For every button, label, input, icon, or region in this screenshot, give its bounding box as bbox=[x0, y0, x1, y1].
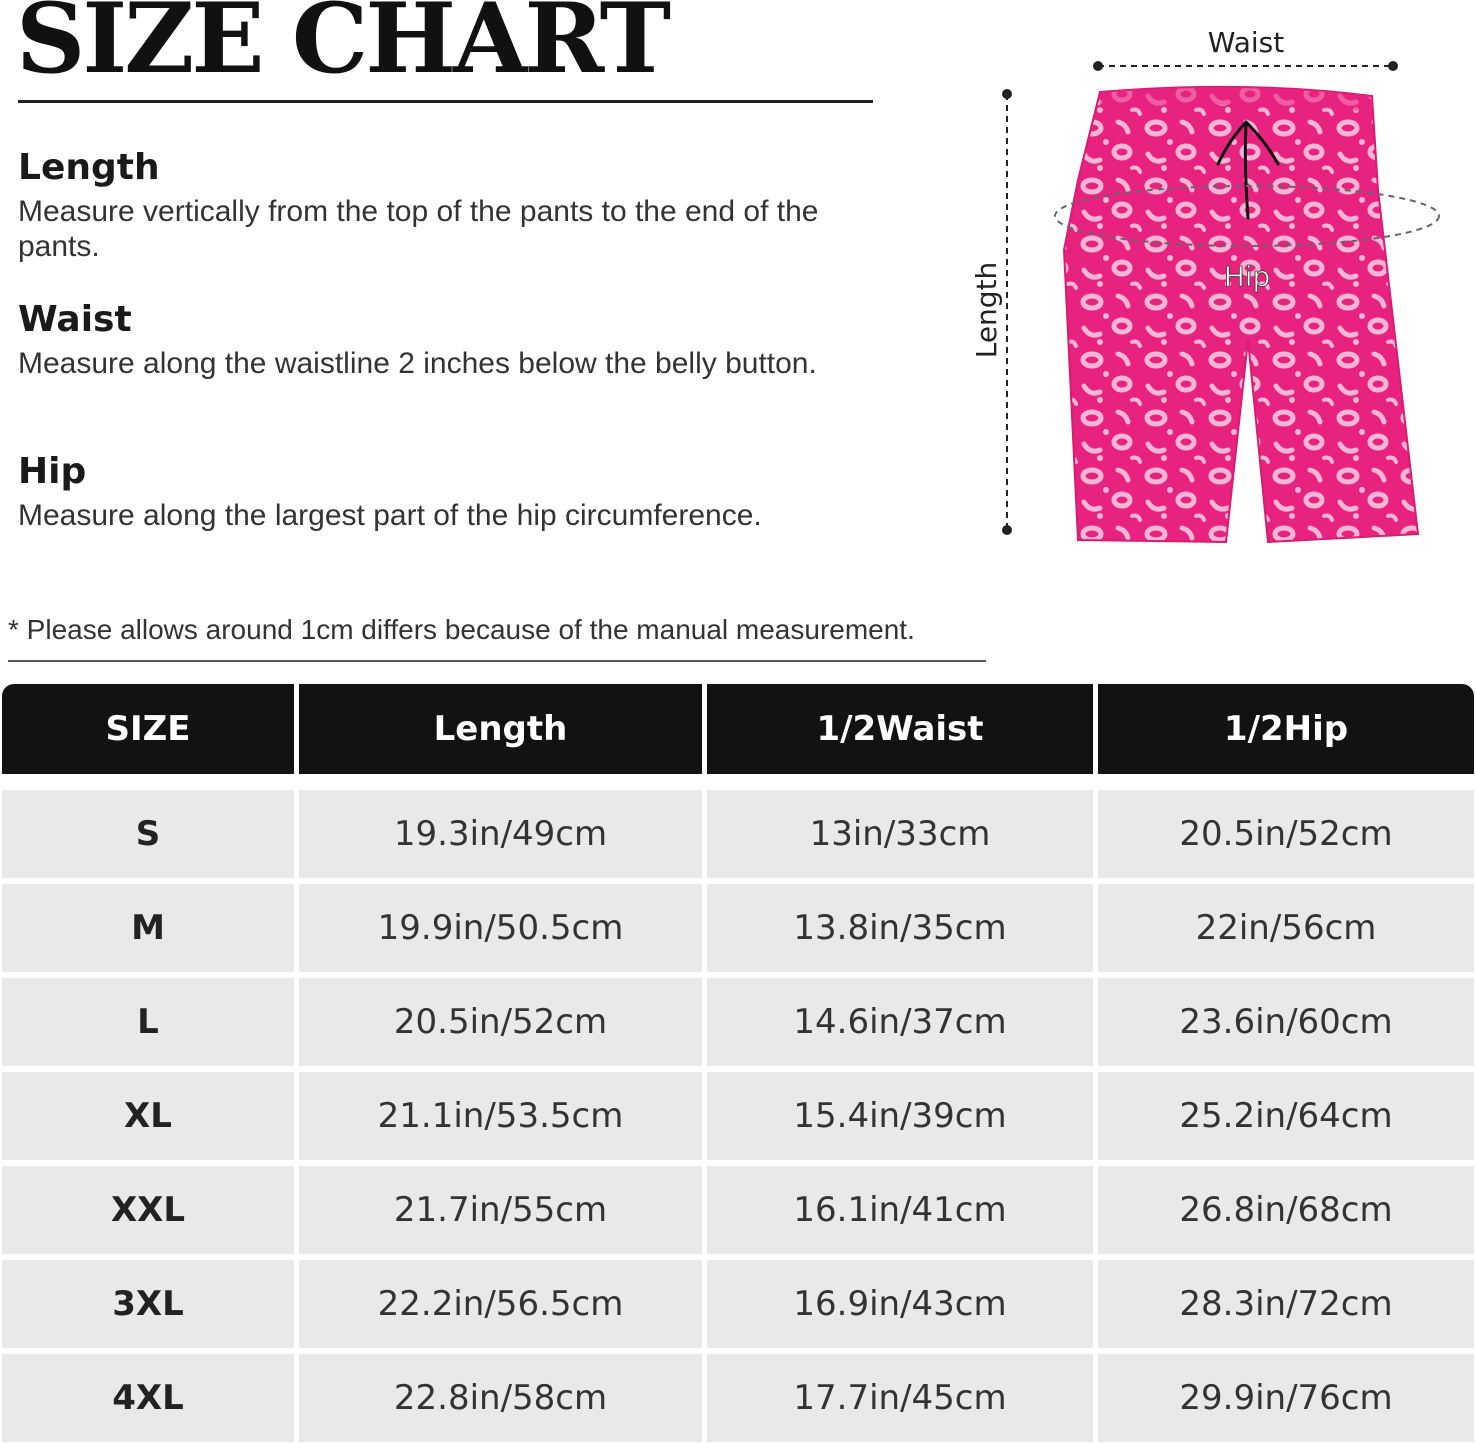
length-description: Measure vertically from the top of the pants to the end of the pants. bbox=[18, 194, 819, 263]
cell-half-hip: 23.6in/60cm bbox=[1098, 978, 1474, 1066]
title-divider bbox=[18, 100, 873, 103]
length-section bbox=[18, 148, 838, 264]
cell-half-waist: 16.1in/41cm bbox=[707, 1166, 1093, 1254]
cell-size: XXL bbox=[2, 1166, 294, 1254]
cell-half-hip: 28.3in/72cm bbox=[1098, 1260, 1474, 1348]
cell-half-waist: 15.4in/39cm bbox=[707, 1072, 1093, 1160]
table-row bbox=[0, 790, 1476, 878]
table-row bbox=[0, 978, 1476, 1066]
cell-half-hip: 22in/56cm bbox=[1098, 884, 1474, 972]
cell-half-hip: 20.5in/52cm bbox=[1098, 790, 1474, 878]
cell-length: 22.8in/58cm bbox=[299, 1354, 702, 1442]
table-row bbox=[0, 1260, 1476, 1348]
table-row bbox=[0, 884, 1476, 972]
header-half-waist: 1/2Waist bbox=[707, 684, 1093, 774]
cell-half-waist: 13in/33cm bbox=[707, 790, 1093, 878]
cell-length: 21.1in/53.5cm bbox=[299, 1072, 702, 1160]
cell-length: 22.2in/56.5cm bbox=[299, 1260, 702, 1348]
cell-half-waist: 16.9in/43cm bbox=[707, 1260, 1093, 1348]
waist-label: Waist bbox=[1207, 26, 1285, 59]
table-row bbox=[0, 1072, 1476, 1160]
cell-size: XL bbox=[2, 1072, 294, 1160]
cell-size: 4XL bbox=[2, 1354, 294, 1442]
measurement-diagram bbox=[950, 0, 1476, 580]
measurement-note: * Please allows around 1cm differs because of the manual measurement. bbox=[8, 614, 915, 645]
table-header-row bbox=[0, 684, 1476, 774]
waist-description: Measure along the waistline 2 inches below the belly button. bbox=[18, 346, 817, 380]
cell-length: 19.9in/50.5cm bbox=[299, 884, 702, 972]
cell-size: M bbox=[2, 884, 294, 972]
length-heading: Length bbox=[18, 147, 160, 188]
header-half-hip: 1/2Hip bbox=[1098, 684, 1474, 774]
hip-heading: Hip bbox=[18, 451, 87, 492]
cell-length: 20.5in/52cm bbox=[299, 978, 702, 1066]
table-row bbox=[0, 1354, 1476, 1442]
hip-section bbox=[18, 452, 838, 533]
table-row bbox=[0, 1166, 1476, 1254]
waist-heading: Waist bbox=[18, 299, 132, 340]
cell-length: 21.7in/55cm bbox=[299, 1166, 702, 1254]
length-label: Length bbox=[970, 261, 1003, 359]
header-size: SIZE bbox=[2, 684, 294, 774]
cell-half-waist: 17.7in/45cm bbox=[707, 1354, 1093, 1442]
hip-label: Hip bbox=[1223, 260, 1271, 293]
cell-half-hip: 26.8in/68cm bbox=[1098, 1166, 1474, 1254]
cell-length: 19.3in/49cm bbox=[299, 790, 702, 878]
pants-illustration bbox=[1064, 87, 1418, 542]
page-title: SIZE CHART bbox=[16, 0, 669, 95]
header-length: Length bbox=[299, 684, 702, 774]
cell-size: S bbox=[2, 790, 294, 878]
cell-half-hip: 29.9in/76cm bbox=[1098, 1354, 1474, 1442]
cell-size: 3XL bbox=[2, 1260, 294, 1348]
hip-description: Measure along the largest part of the hip circumference. bbox=[18, 498, 762, 532]
cell-half-waist: 13.8in/35cm bbox=[707, 884, 1093, 972]
note-divider bbox=[8, 660, 986, 662]
cell-half-hip: 25.2in/64cm bbox=[1098, 1072, 1474, 1160]
cell-half-waist: 14.6in/37cm bbox=[707, 978, 1093, 1066]
waist-section bbox=[18, 300, 838, 381]
cell-size: L bbox=[2, 978, 294, 1066]
